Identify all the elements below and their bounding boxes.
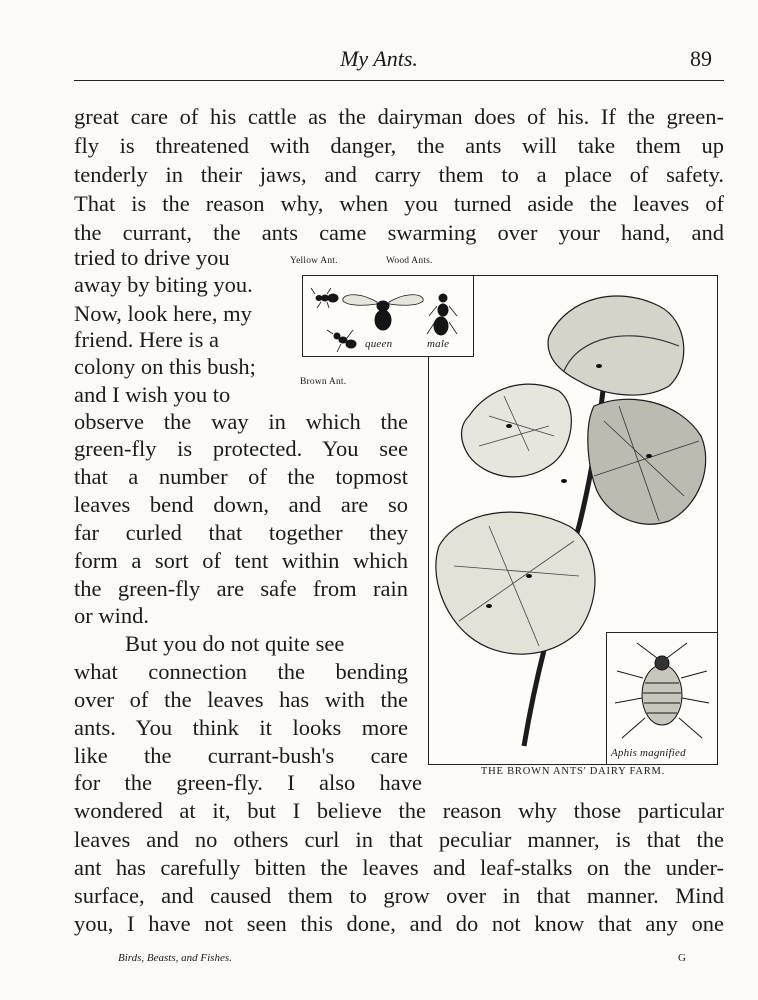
- body-line: you, I have not seen this done, and do not know that any one: [74, 911, 724, 936]
- body-line: tried to drive you: [74, 245, 230, 270]
- body-line: colony on this bush;: [74, 354, 256, 379]
- page-header-title: My Ants.: [340, 46, 418, 71]
- page-number: 89: [690, 46, 712, 71]
- body-line: the green-fly are safe from rain: [74, 576, 408, 601]
- ant-species-inset: [302, 275, 474, 357]
- body-line: Now, look here, my: [74, 301, 252, 326]
- body-line: for the green-fly. I also have: [74, 770, 422, 795]
- body-line: that a number of the topmost: [74, 464, 408, 489]
- label-yellow-ant: Yellow Ant.: [290, 256, 338, 266]
- body-line: tenderly in their jaws, and carry them to a place of safety.: [74, 162, 724, 187]
- label-queen: queen: [365, 338, 393, 350]
- body-line: form a sort of tent within which: [74, 548, 408, 573]
- footer-signature: Birds, Beasts, and Fishes.: [118, 952, 232, 964]
- figure-caption: THE BROWN ANTS' DAIRY FARM.: [480, 766, 666, 777]
- body-line: the currant, the ants came swarming over your hand, and: [74, 220, 724, 245]
- body-line: That is the reason why, when you turned aside the leaves of: [74, 191, 724, 216]
- body-line: what connection the bending: [74, 659, 408, 684]
- label-wood-ants: Wood Ants.: [386, 256, 433, 266]
- body-line: observe the way in which the: [74, 409, 408, 434]
- header-rule: [74, 80, 724, 81]
- body-line: like the currant-bush's care: [74, 743, 408, 768]
- body-line: or wind.: [74, 603, 149, 628]
- label-male: male: [427, 338, 450, 350]
- body-line: ants. You think it looks more: [74, 715, 408, 740]
- body-line: over of the leaves has with the: [74, 687, 408, 712]
- body-line: wondered at it, but I believe the reason why those particular: [74, 798, 724, 823]
- body-line: leaves bend down, and are so: [74, 492, 408, 517]
- body-line: fly is threatened with danger, the ants will take them up: [74, 133, 724, 158]
- body-line: away by biting you.: [74, 272, 253, 297]
- label-brown-ant: Brown Ant.: [300, 377, 347, 387]
- body-line: surface, and caused them to grow over in that manner. Mind: [74, 883, 724, 908]
- paragraph-first-line: But you do not quite see: [125, 631, 345, 656]
- body-line: and I wish you to: [74, 382, 231, 407]
- body-line: great care of his cattle as the dairyman does of his. If the green-: [74, 104, 724, 129]
- label-aphis: Aphis magnified: [611, 747, 686, 759]
- footer-signature-mark: G: [678, 952, 686, 964]
- body-line: green-fly is protected. You see: [74, 436, 408, 461]
- body-line: leaves and no others curl in that peculiar manner, is that the: [74, 827, 724, 852]
- aphid-drawing: [607, 633, 717, 764]
- body-line: ant has carefully bitten the leaves and leaf-stalks on the under-: [74, 855, 724, 880]
- aphid-inset: [606, 632, 718, 765]
- body-line: far curled that together they: [74, 520, 408, 545]
- body-line: friend. Here is a: [74, 327, 219, 352]
